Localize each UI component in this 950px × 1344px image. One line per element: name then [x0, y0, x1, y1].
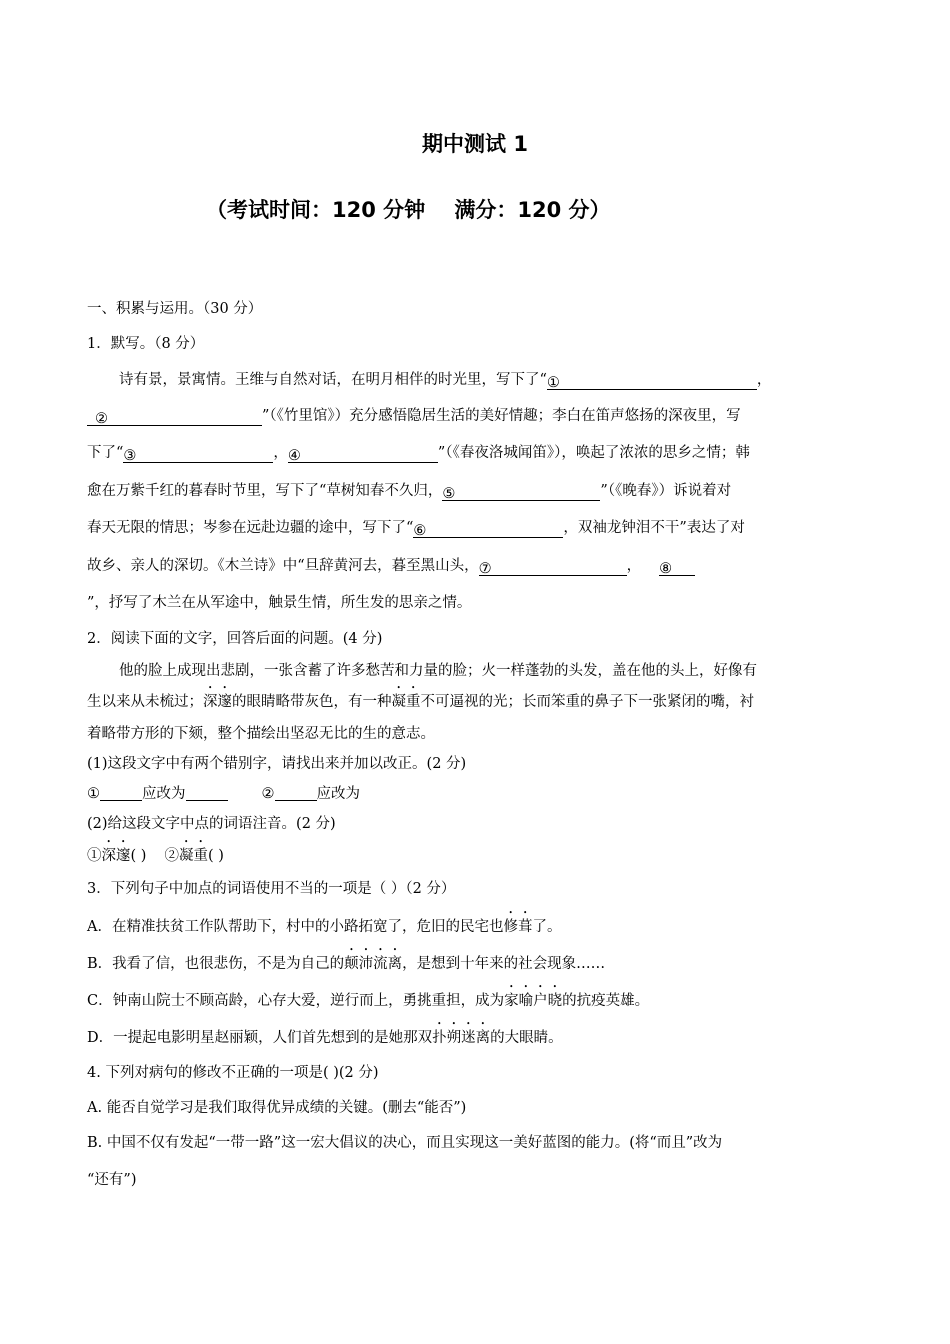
answer-blank-3[interactable]	[275, 784, 317, 801]
blank-7[interactable]: ⑦	[479, 559, 627, 576]
subquestion-1: (1)这段文字中有两个错别字，请找出来并加以改正。(2 分)	[87, 756, 467, 772]
answer-blank-2[interactable]	[186, 784, 228, 801]
option-4b-continued: “还有”)	[87, 1172, 137, 1188]
blank-8[interactable]: ⑧	[659, 559, 695, 576]
answer-blank-1[interactable]	[100, 784, 142, 801]
section-heading: 一、积累与运用。（30 分）	[87, 301, 263, 317]
question-4-heading: 4. 下列对病句的修改不正确的一项是( )(2 分)	[87, 1065, 379, 1081]
q1-line-4: 愈在万紫千红的暮春时节里，写下了“草树知春不久归，⑤ ”（《晚春》）诉说着对	[87, 483, 732, 502]
blank-3[interactable]: ③	[123, 446, 273, 463]
dotted-word-ningzhong: 凝重	[391, 694, 421, 710]
question-1-heading: 1．默写。（8 分）	[87, 336, 205, 352]
subquestion-2-answers: ①深邃( ) ②凝重( )	[87, 848, 224, 864]
q1-line-6: 故乡、亲人的深切。《木兰诗》中“旦辞黄河去，暮至黑山头，⑦ ， ⑧	[87, 556, 695, 576]
subquestion-2: (2)给这段文字中点的词语注音。(2 分)	[87, 816, 336, 832]
blank-2[interactable]: ②	[87, 409, 262, 426]
blank-5[interactable]: ⑤	[442, 484, 600, 501]
option-4a[interactable]: A. 能否自觉学习是我们取得优异成绩的关键。(删去“能否”)	[87, 1100, 467, 1116]
blank-6[interactable]: ⑥	[413, 521, 563, 538]
question-2-heading: 2．阅读下面的文字，回答后面的问题。(4 分)	[87, 631, 383, 647]
option-3a[interactable]: A．在精准扶贫工作队帮助下，村中的小路拓宽了，危旧的民宅也修葺了。	[87, 919, 562, 935]
q1-line-5: 春天无限的情思；岑参在远赴边疆的途中，写下了“⑥ ，双袖龙钟泪不干”表达了对	[87, 520, 745, 539]
passage-line-2: 生以来从未梳过；深邃的眼睛略带灰色，有一种凝重不可逼视的光；长而笨重的鼻子下一张紧闭的嘴，衬	[87, 694, 754, 710]
option-4b[interactable]: B. 中国不仅有发起“一带一路”这一宏大倡议的决心，而且实现这一美好蓝图的能力。(将“而且”改为	[87, 1135, 723, 1151]
option-3d[interactable]: D．一提起电影明星赵丽颖，人们首先想到的是她那双扑朔迷离的大眼睛。	[87, 1030, 563, 1046]
q1-line-1: 诗有景，景寓情。王维与自然对话，在明月相伴的时光里，写下了“① ，	[119, 372, 772, 391]
blank-1[interactable]: ①	[547, 373, 757, 390]
passage-line-3: 着略带方形的下颏，整个描绘出坚忍无比的生的意志。	[87, 726, 435, 742]
page-title: 期中测试 1	[422, 132, 528, 156]
exam-info: （考试时间：120 分钟 满分：120 分）	[206, 198, 611, 222]
pinyin-blank-1[interactable]: ( )	[130, 848, 147, 864]
option-3c[interactable]: C．钟南山院士不顾高龄，心存大爱，逆行而上，勇挑重担，成为家喻户晓的抗疫英雄。	[87, 993, 650, 1009]
dotted-word-shensui: 深邃	[203, 694, 232, 710]
blank-4[interactable]: ④	[288, 446, 438, 463]
passage-line-1: 他的脸上成现出悲剧，一张含蓄了许多愁苦和力量的脸；火一样蓬勃的头发，盖在他的头上，好像有	[119, 663, 757, 679]
option-3b[interactable]: B．我看了信，也很悲伤，不是为自己的颠沛流离，是想到十年来的社会现象……	[87, 956, 606, 972]
question-3-heading: 3．下列句子中加点的词语使用不当的一项是（ ）（2 分）	[87, 881, 456, 897]
q1-line-7: ”，抒写了木兰在从军途中，触景生情，所生发的思亲之情。	[87, 595, 472, 611]
q1-line-3: 下了“③ ，④ ”（《春夜洛城闻笛》），唤起了浓浓的思乡之情；韩	[87, 445, 750, 464]
pinyin-blank-2[interactable]: ( )	[207, 848, 224, 864]
subquestion-1-answers: ① 应改为 ② 应改为	[87, 786, 360, 802]
q1-line-2: ② ”（《竹里馆》）充分感悟隐居生活的美好情趣；李白在笛声悠扬的深夜里，写	[87, 406, 741, 426]
